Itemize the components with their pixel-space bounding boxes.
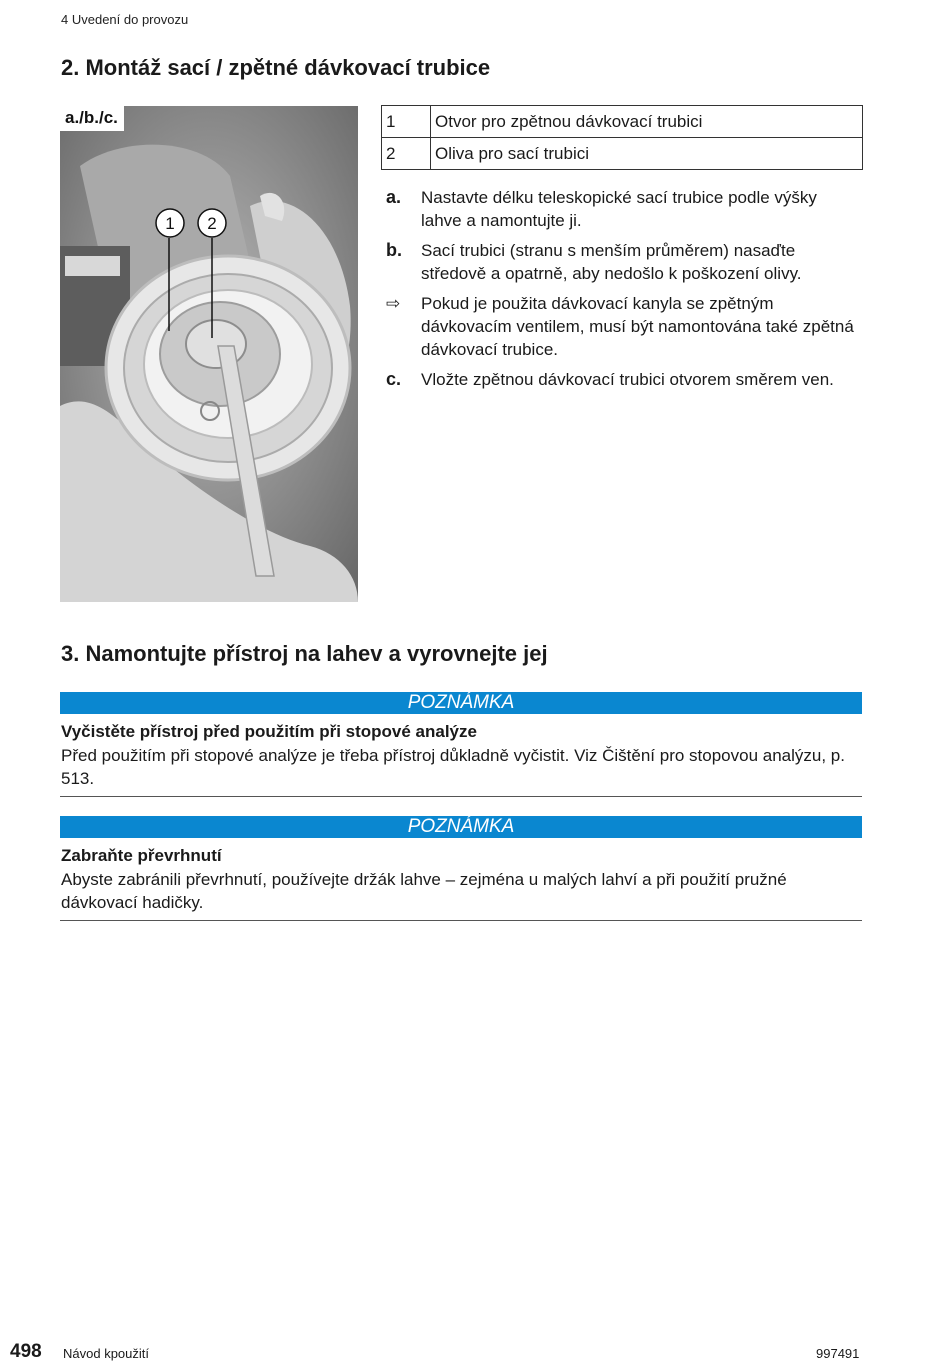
legend-row	[382, 138, 863, 170]
legend-row	[382, 106, 863, 138]
footer-title: Návod kpoužití	[63, 1346, 149, 1361]
section-3-title: 3. Namontujte přístroj na lahev a vyrovnejte jej	[61, 641, 548, 666]
result-arrow-icon: ⇨	[386, 294, 401, 313]
step-a	[386, 186, 861, 232]
legend-number: 1	[382, 106, 431, 138]
note-divider	[60, 920, 862, 921]
step-marker: b.	[386, 240, 402, 260]
step-result	[386, 292, 861, 361]
step-text: Pokud je použita dávkovací kanyla se zpětným dávkovacím ventilem, musí být namontována také zpětná dávkovací trubice.	[421, 294, 854, 359]
callout-1: 1	[165, 214, 175, 233]
callout-2-badge	[195, 206, 229, 240]
photo-step-label: a./b./c.	[60, 106, 124, 131]
step-c	[386, 368, 861, 391]
legend-text: Otvor pro zpětnou dávkovací trubici	[431, 106, 863, 138]
legend-table	[381, 105, 863, 170]
note-banner: POZNÁMKA	[60, 692, 862, 714]
step-text: Nastavte délku teleskopické sací trubice podle výšky lahve a namontujte ji.	[421, 188, 817, 230]
step-b	[386, 239, 861, 285]
note-body: Před použitím při stopové analýze je třeba přístroj důkladně vyčistit. Viz Čištění pro stopovou analýzu, p. 513.	[61, 746, 845, 788]
running-head: 4 Uvedení do provozu	[61, 12, 189, 27]
assembly-photo	[60, 106, 358, 602]
step-list	[386, 186, 861, 398]
step-text: Sací trubici (stranu s menším průměrem) nasaďte středově a opatrně, aby nedošlo k poškození olivy.	[421, 241, 802, 283]
step-text: Vložte zpětnou dávkovací trubici otvorem směrem ven.	[421, 370, 834, 389]
note-heading: Vyčistěte přístroj před použitím při stopové analýze	[61, 722, 477, 741]
callout-1-badge	[153, 206, 187, 240]
step-marker: a.	[386, 187, 402, 207]
page-number: 498	[10, 1341, 42, 1362]
note-banner: POZNÁMKA	[60, 816, 862, 838]
document-code: 997491	[816, 1346, 860, 1361]
note-divider	[60, 796, 862, 797]
section-2-title: 2. Montáž sací / zpětné dávkovací trubice	[61, 55, 491, 80]
legend-number: 2	[382, 138, 431, 170]
legend-text: Oliva pro sací trubici	[431, 138, 863, 170]
note-body: Abyste zabránili převrhnutí, používejte držák lahve – zejména u malých lahví a při použití pružné dávkovací hadičky.	[61, 870, 787, 912]
callout-2: 2	[207, 214, 217, 233]
step-marker: c.	[386, 369, 402, 389]
note-heading: Zabraňte převrhnutí	[61, 846, 222, 865]
